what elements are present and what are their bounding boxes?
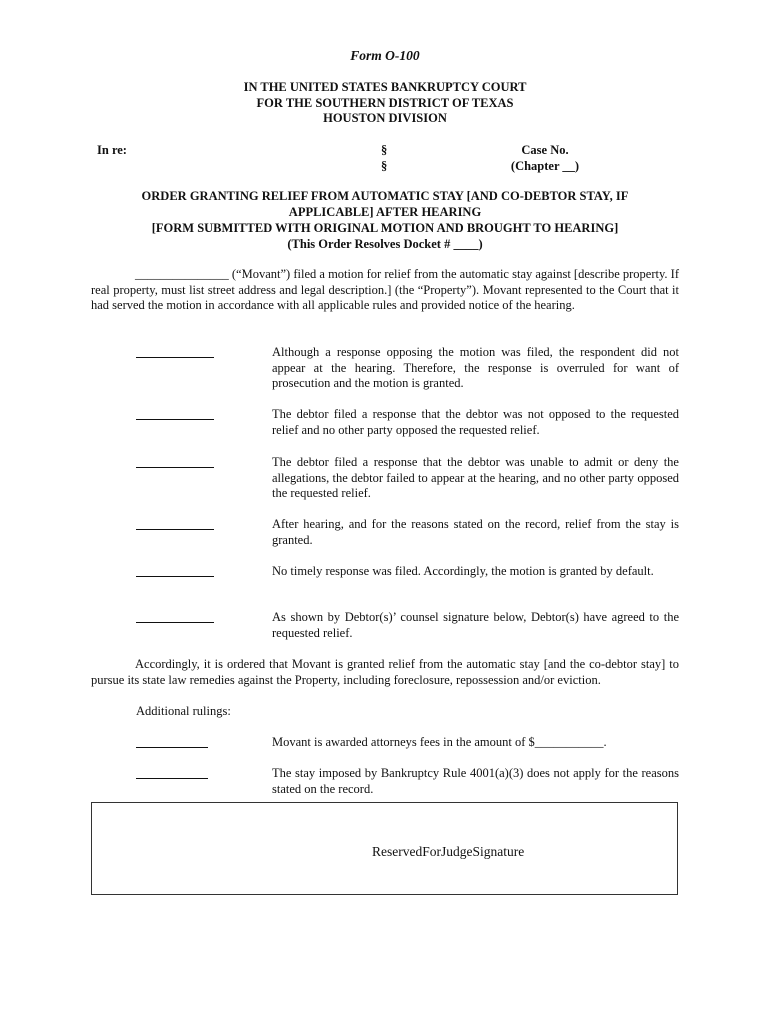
judge-signature-box [91,802,678,895]
order-title-line-4: (This Order Resolves Docket # ____) [287,237,483,251]
court-line-3: HOUSTON DIVISION [323,111,447,125]
chapter-label: (Chapter __) [510,158,580,173]
signature-placeholder: ReservedForJudgeSignature [372,844,525,859]
court-line-1: IN THE UNITED STATES BANKRUPTCY COURT [243,80,527,94]
ordered-paragraph: Accordingly, it is ordered that Movant is granted relief from the automatic stay [and the co-debtor stay] to pursue its state law remedies against the Property, including foreclosure, repossession and/or eviction. [91,657,679,687]
option-blank-line[interactable] [136,419,214,420]
section-mark: § [381,143,388,157]
ruling-blank-line[interactable] [136,747,208,748]
option-text: The debtor filed a response that the debtor was unable to admit or deny the allegations, the debtor failed to appear at the hearing, and no other party opposed the requested relief. [272,455,679,500]
option-text: As shown by Debtor(s)’ counsel signature below, Debtor(s) have agreed to the requested relief. [272,610,679,640]
additional-rulings-label: Additional rulings: [136,704,231,718]
ruling-blank-line[interactable] [136,778,208,779]
case-number-block [490,143,600,174]
order-title-line-2: APPLICABLE] AFTER HEARING [288,205,482,219]
option-text: No timely response was filed. Accordingly, the motion is granted by default. [272,564,654,578]
intro-paragraph: _______________ (“Movant”) filed a motion for relief from the automatic stay against [describe property. If real property, must list street address and legal description.] (the “Property”). Movant represented to the Court that it had served the motion in accordance with all applicable rules and provided notice of the hearing. [91,267,679,312]
section-mark: § [381,158,388,173]
option-blank-line[interactable] [136,357,214,358]
option-blank-line[interactable] [136,467,214,468]
form-title: Form O-100 [350,48,420,63]
ruling-text: The stay imposed by Bankruptcy Rule 4001(a)(3) does not apply for the reasons stated on the record. [272,766,679,796]
option-text: Although a response opposing the motion was filed, the respondent did not appear at the hearing. Therefore, the response is overruled for want of prosecution and the motion is granted. [272,345,679,390]
case-no-label: Case No. [521,143,569,157]
section-marks [381,143,387,174]
option-blank-line[interactable] [136,622,214,623]
court-line-2: FOR THE SOUTHERN DISTRICT OF TEXAS [256,95,514,110]
option-text: After hearing, and for the reasons stated on the record, relief from the stay is granted. [272,517,679,547]
order-title-line-1: ORDER GRANTING RELIEF FROM AUTOMATIC STAY [AND CO-DEBTOR STAY, IF [141,189,629,203]
order-title-line-3: [FORM SUBMITTED WITH ORIGINAL MOTION AND BROUGHT TO HEARING] [151,221,619,235]
option-text: The debtor filed a response that the debtor was not opposed to the requested relief and no other party opposed the requested relief. [272,407,679,437]
option-blank-line[interactable] [136,576,214,577]
option-blank-line[interactable] [136,529,214,530]
court-heading [0,80,770,127]
order-title [110,188,660,252]
in-re-label: In re: [97,143,127,157]
ruling-text: Movant is awarded attorneys fees in the amount of $___________. [272,735,607,749]
